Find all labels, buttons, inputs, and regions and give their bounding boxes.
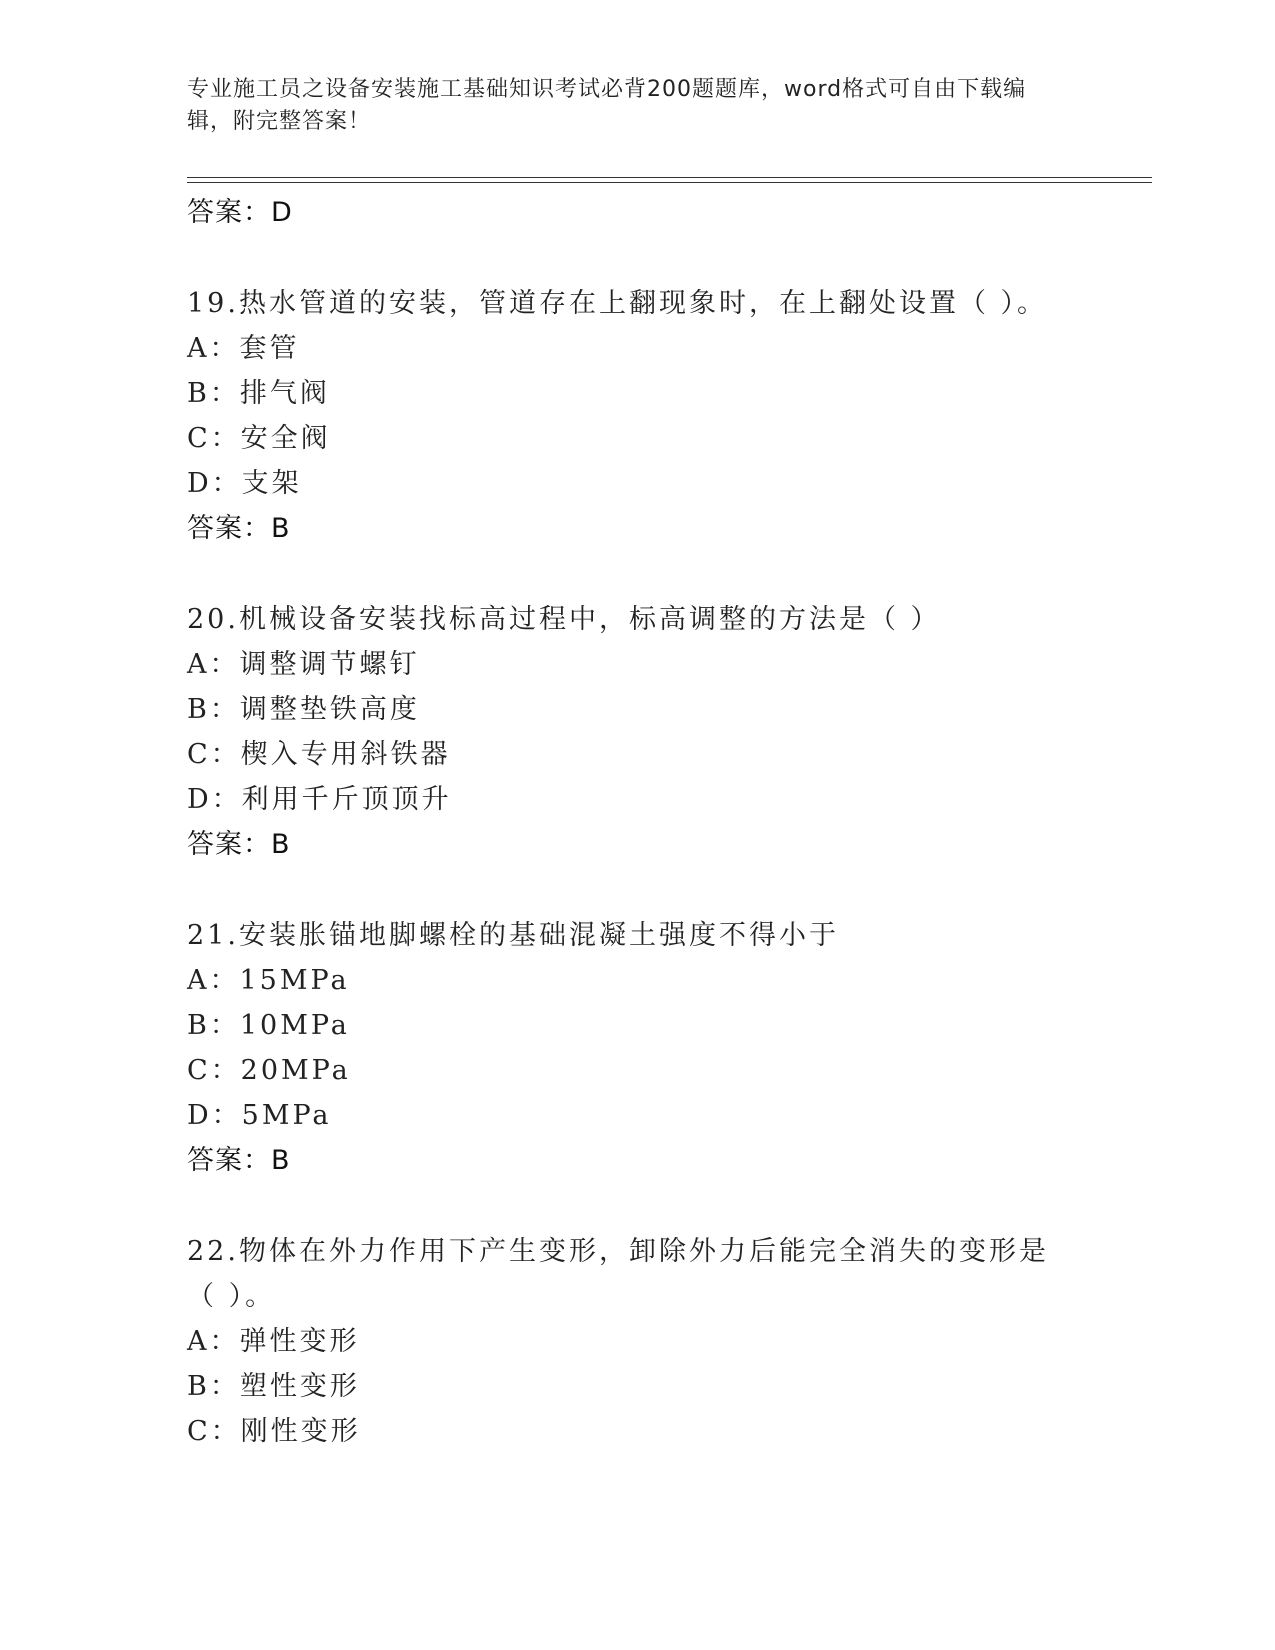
option-a: A：弹性变形 [187, 1326, 360, 1357]
option-b: B：排气阀 [187, 378, 330, 409]
answer-line: 答案：D [187, 197, 293, 228]
question-text: 22.物体在外力作用下产生变形，卸除外力后能完全消失的变形是（ ）。 [187, 1236, 1049, 1312]
option-d: D：支架 [187, 468, 302, 499]
answer-line: 答案：B [187, 513, 291, 544]
question-text: 20.机械设备安装找标高过程中，标高调整的方法是（ ） [187, 604, 941, 635]
option-c: C：楔入专用斜铁器 [187, 739, 451, 770]
option-b: B：调整垫铁高度 [187, 694, 420, 725]
question-text: 21.安装胀锚地脚螺栓的基础混凝土强度不得小于 [187, 920, 839, 951]
option-b: B：10MPa [187, 1010, 350, 1041]
question-22 [187, 1229, 1152, 1454]
option-a: A：套管 [187, 333, 300, 364]
option-d: D：5MPa [187, 1100, 332, 1131]
header-divider-top [187, 177, 1152, 178]
option-c: C：20MPa [187, 1055, 351, 1086]
question-text: 19.热水管道的安装，管道存在上翻现象时，在上翻处设置（ ）。 [187, 288, 1048, 319]
answer-line: 答案：B [187, 1145, 291, 1176]
option-c: C：安全阀 [187, 423, 331, 454]
option-a: A：15MPa [187, 965, 350, 996]
document-body [187, 190, 1152, 1454]
option-d: D：利用千斤顶顶升 [187, 784, 452, 815]
document-header: 专业施工员之设备安装施工基础知识考试必背200题题库，word格式可自由下载编辑，附完整答案！ [187, 77, 1027, 134]
header-divider-bottom [187, 182, 1152, 183]
option-b: B：塑性变形 [187, 1371, 360, 1402]
option-c: C：刚性变形 [187, 1416, 361, 1447]
answer-line: 答案：B [187, 829, 291, 860]
question-21 [187, 913, 1152, 1183]
option-a: A：调整调节螺钉 [187, 649, 420, 680]
question-19 [187, 281, 1152, 551]
question-20 [187, 597, 1152, 867]
